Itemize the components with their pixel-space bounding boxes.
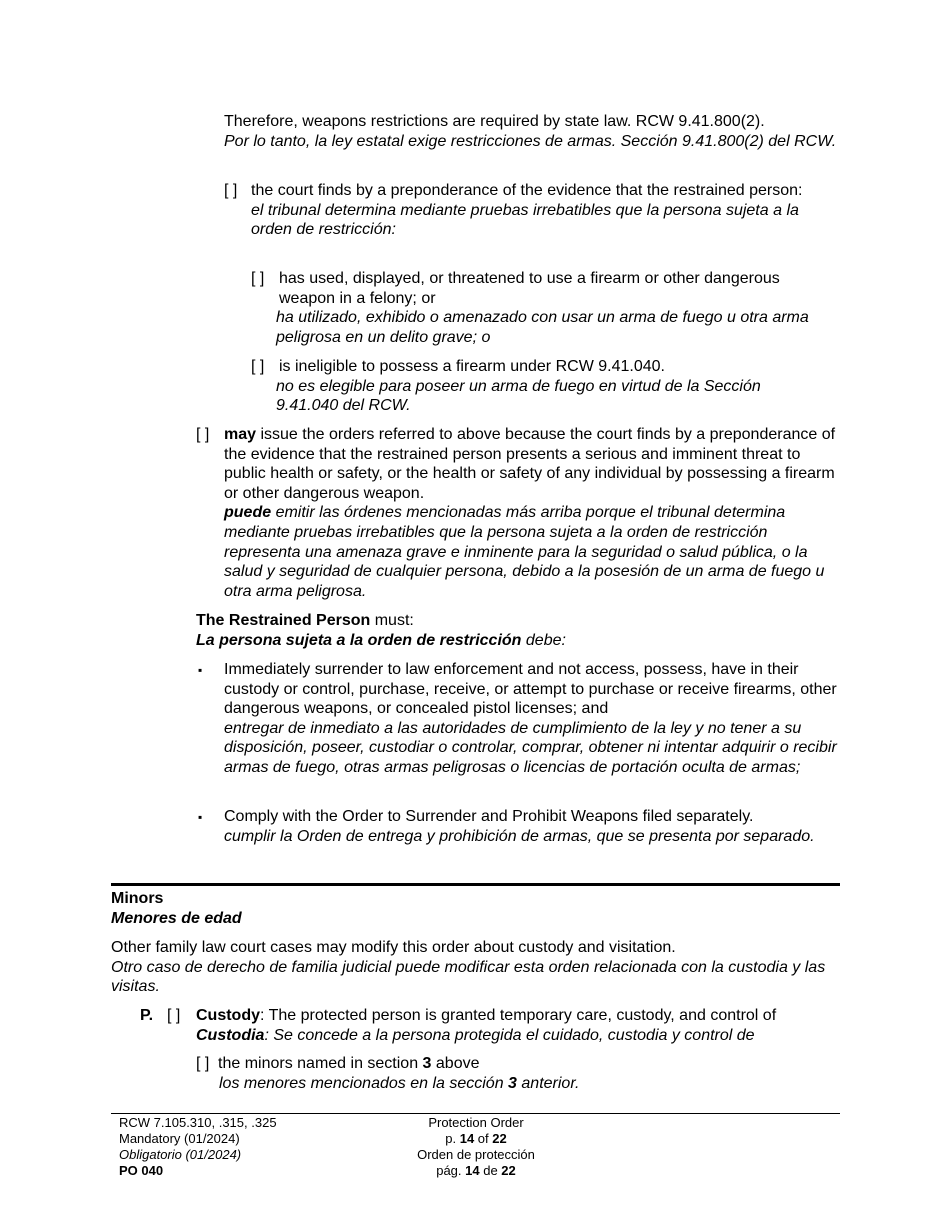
footer-page-of-es: de	[479, 1163, 502, 1178]
footer-mandatory: Mandatory (01/2024)	[119, 1131, 240, 1146]
may-checkbox[interactable]: [ ]	[196, 426, 210, 443]
minors-heading-es: Menores de edad	[111, 909, 242, 927]
felony-option	[276, 269, 816, 347]
finding-checkbox[interactable]: [ ]	[224, 182, 238, 199]
minors-named-es-num: 3	[508, 1074, 517, 1092]
must-es-bold: La persona sujeta a la orden de restricción	[196, 631, 522, 649]
minors-named-es-pre: los menores mencionados en la sección	[219, 1074, 509, 1092]
must-es	[196, 631, 836, 651]
section-divider	[111, 883, 840, 886]
footer-divider	[111, 1113, 840, 1114]
custody-text	[196, 1006, 840, 1045]
minors-named-en	[218, 1054, 818, 1074]
custody-en-bold: Custody	[196, 1007, 260, 1024]
minors-named-checkbox[interactable]: [ ]	[196, 1055, 210, 1072]
felony-es: ha utilizado, exhibido o amenazado con usar un arma de fuego u otra arma peligrosa en un delito grave; o	[276, 309, 809, 346]
comply-en: Comply with the Order to Surrender and Prohibit Weapons filed separately.	[224, 808, 754, 825]
may-en-body: issue the orders referred to above because the court finds by a preponderance of the evidence that the restrained person presents a serious and imminent threat to public health or safety, or the health or safety of any individual by possessing a firearm or other dangerous weapon.	[224, 426, 836, 502]
finding-en: the court finds by a preponderance of the evidence that the restrained person:	[251, 182, 803, 199]
custody-en	[196, 1006, 840, 1026]
may-es-body: emitir las órdenes mencionadas más arriba porque el tribunal determina mediante pruebas irrebatibles que la persona sujeta a la orden de restricción representa una amenaza grave e inminente para la seguridad o salud pública, o la salud y seguridad de cualquier persona, debido a la posesión de un arma de fuego u otra arma peligrosa.	[224, 504, 825, 600]
may-en-bold: may	[224, 426, 257, 443]
weapons-requirement	[224, 112, 840, 151]
ineligible-en: is ineligible to possess a firearm under RCW 9.41.040.	[279, 358, 665, 375]
section-p-label: P.	[140, 1007, 154, 1024]
footer-page-number: 14	[459, 1131, 475, 1146]
may-text	[224, 425, 844, 601]
list-item	[224, 807, 824, 846]
ineligible-option	[276, 357, 816, 416]
minors-named-en-pre: the minors named in section	[218, 1055, 423, 1072]
footer-obligatorio: Obligatorio (01/2024)	[119, 1147, 242, 1162]
footer-left	[119, 1115, 379, 1179]
minors-intro	[111, 938, 840, 997]
weapons-requirement-es: Por lo tanto, la ley estatal exige restricciones de armas. Sección 9.41.800(2) del RCW.	[224, 132, 837, 150]
footer-page-pre: p.	[445, 1131, 460, 1146]
footer-page-number-es: 14	[465, 1163, 480, 1178]
finding-text	[251, 181, 841, 240]
may-es	[224, 503, 844, 601]
custody-es-bold: Custodia	[196, 1026, 265, 1044]
surrender-es: entregar de inmediato a las autoridades de cumplimiento de la ley y no tener a su disposición, poseer, custodiar o controlar, comprar, obtener ni intentar adquirir o recibir armas de fuego, otras armas peligrosas o licencias de portación oculta de armas;	[224, 719, 837, 776]
minors-named-option	[218, 1054, 818, 1093]
felony-checkbox[interactable]: [ ]	[251, 270, 265, 287]
footer-title-es: Orden de protección	[417, 1147, 535, 1162]
minors-intro-en: Other family law court cases may modify this order about custody and visitation.	[111, 939, 676, 956]
weapons-requirement-en: Therefore, weapons restrictions are required by state law. RCW 9.41.800(2).	[224, 113, 765, 130]
footer-title-en: Protection Order	[428, 1115, 524, 1130]
finding-es: el tribunal determina mediante pruebas irrebatibles que la persona sujeta a la orden de restricción:	[251, 201, 799, 239]
may-es-bold: puede	[224, 504, 272, 522]
footer-page-es	[376, 1163, 576, 1179]
list-item	[224, 660, 844, 778]
footer-page-pre-es: pág.	[436, 1163, 466, 1178]
surrender-en: Immediately surrender to law enforcement and not access, possess, have in their custody or control, purchase, receive, or attempt to purchase or receive firearms, other dangerous weapons, or concealed pistol licenses; and	[224, 661, 837, 718]
footer-page-of: of	[474, 1131, 493, 1146]
ineligible-es: no es elegible para poseer un arma de fuego en virtud de la Sección 9.41.040 del RCW.	[276, 377, 761, 415]
footer-page-total: 22	[492, 1131, 507, 1146]
felony-en: has used, displayed, or threatened to use a firearm or other dangerous weapon in a felony; or	[279, 270, 780, 307]
may-en	[224, 425, 844, 503]
minors-named-en-post: above	[431, 1055, 480, 1072]
footer-page-en	[376, 1131, 576, 1147]
custody-es	[196, 1026, 840, 1046]
custody-en-body: : The protected person is granted temporary care, custody, and control of	[260, 1007, 777, 1024]
must-en	[196, 611, 836, 631]
minors-heading	[111, 889, 840, 928]
minors-named-es-post: anterior.	[516, 1074, 580, 1092]
footer-form-number: PO 040	[119, 1163, 164, 1178]
custody-es-body: : Se concede a la persona protegida el cuidado, custodia y control de	[264, 1026, 755, 1044]
minors-named-es	[218, 1074, 818, 1094]
bullet-icon: ▪	[198, 810, 203, 824]
comply-es: cumplir la Orden de entrega y prohibición de armas, que se presenta por separado.	[224, 827, 815, 845]
footer-rcw: RCW 7.105.310, .315, .325	[119, 1115, 277, 1130]
must-heading	[196, 611, 836, 650]
must-en-body: must:	[370, 612, 414, 629]
footer-center	[376, 1115, 576, 1179]
must-en-bold: The Restrained Person	[196, 612, 371, 629]
ineligible-checkbox[interactable]: [ ]	[251, 358, 265, 375]
minors-named-en-num: 3	[422, 1055, 432, 1072]
must-es-body: debe:	[521, 631, 566, 649]
minors-heading-en: Minors	[111, 890, 164, 907]
footer-page-total-es: 22	[501, 1163, 516, 1178]
bullet-icon: ▪	[198, 663, 203, 677]
custody-checkbox[interactable]: [ ]	[167, 1007, 181, 1024]
minors-intro-es: Otro caso de derecho de familia judicial puede modificar esta orden relacionada con la custodia y las visitas.	[111, 958, 826, 996]
